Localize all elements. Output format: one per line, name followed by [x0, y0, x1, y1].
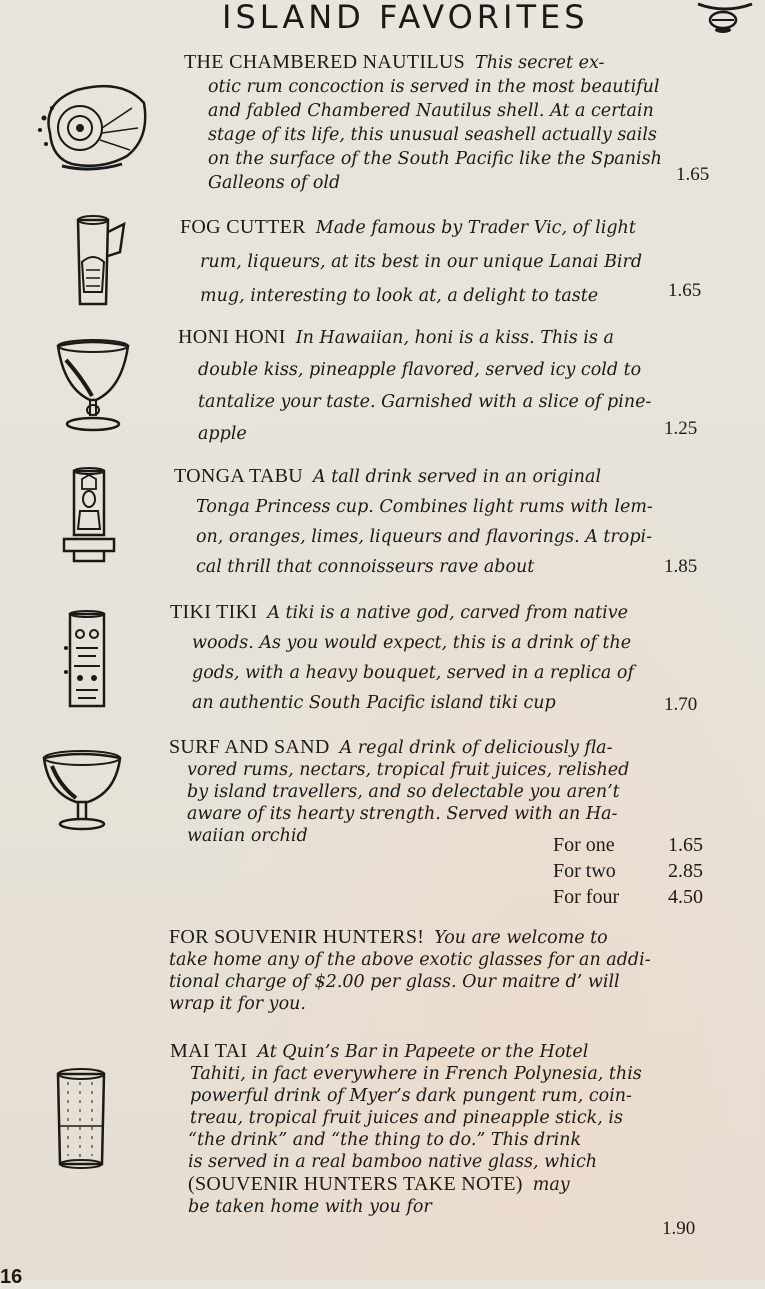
item-desc-line: is served in a real bamboo native glass, which: [188, 1152, 598, 1172]
menu-item-chambered-nautilus: [184, 50, 724, 195]
goblet-icon: [52, 338, 134, 434]
item-name: TONGA TABU: [174, 465, 304, 487]
item-desc-line: stage of its life, this unusual seashell actually sails: [208, 125, 657, 145]
item-desc-line: wrap it for you.: [169, 994, 306, 1014]
item-price: 1.65: [668, 280, 702, 301]
item-desc-line: cal thrill that connoisseurs rave about: [196, 557, 535, 577]
item-desc-line: and fabled Chambered Nautilus shell. At a certain: [208, 101, 654, 121]
item-desc-line: This secret ex-: [475, 53, 605, 73]
item-name: MAI TAI: [170, 1040, 248, 1062]
item-price: 1.90: [662, 1218, 696, 1239]
size-row: [553, 884, 703, 910]
item-name: FOG CUTTER: [180, 216, 306, 238]
page-title: ISLAND FAVORITES: [222, 0, 589, 36]
tiki-cup-icon: [62, 608, 112, 712]
item-desc-line: “the drink” and “the thing to do.” This drink: [188, 1130, 582, 1150]
item-name: HONI HONI: [178, 326, 286, 348]
item-desc-line: tional charge of $2.00 per glass. Our maitre d’ will: [169, 972, 620, 992]
item-price: 1.25: [664, 418, 698, 439]
item-desc-line: Tahiti, in fact everywhere in French Polynesia, this: [190, 1064, 642, 1084]
item-price: 1.70: [664, 694, 698, 715]
item-desc-line: rum, liqueurs, at its best in our unique Lanai Bird: [200, 252, 643, 272]
item-desc-line: on, oranges, limes, liqueurs and flavorings. A tropi-: [196, 527, 653, 547]
item-name: SURF AND SAND: [169, 736, 330, 758]
item-desc-line: vored rums, nectars, tropical fruit juices, relished: [187, 760, 630, 780]
item-desc-line: In Hawaiian, honi is a kiss. This is a: [295, 328, 614, 348]
item-desc-line: be taken home with you for: [188, 1197, 432, 1217]
menu-item-tonga-tabu: [174, 461, 714, 582]
bamboo-glass-icon: [52, 1066, 110, 1170]
tonga-princess-cup-icon: [60, 465, 120, 570]
size-label: For four: [553, 886, 620, 908]
menu-item-fog-cutter: [180, 210, 720, 313]
serving-sizes: [553, 832, 703, 910]
item-desc-line: A regal drink of deliciously fla-: [339, 738, 613, 758]
item-desc-line: an authentic South Pacific island tiki cup: [192, 693, 556, 713]
menu-item-honi-honi: [178, 322, 718, 450]
bowl-glass-icon: [40, 748, 124, 834]
item-name: THE CHAMBERED NAUTILUS: [184, 51, 466, 73]
item-desc-line: by island travellers, and so delectable you aren’t: [187, 782, 620, 802]
item-desc-line: treau, tropical fruit juices and pineapple stick, is: [190, 1108, 623, 1128]
tiki-head-icon: [690, 0, 765, 40]
nautilus-shell-icon: [32, 78, 152, 173]
page-number: 16: [0, 1266, 23, 1288]
item-desc-line: Tonga Princess cup. Combines light rums with lem-: [196, 497, 653, 517]
item-price: 1.85: [664, 556, 698, 577]
item-desc-line: A tiki is a native god, carved from native: [267, 603, 628, 623]
item-desc-line: mug, interesting to look at, a delight to taste: [200, 286, 599, 306]
item-desc-line: waiian orchid: [187, 826, 308, 846]
item-desc-line: Galleons of old: [208, 173, 341, 193]
item-desc-line: tantalize your taste. Garnished with a slice of pine-: [198, 392, 652, 412]
menu-item-mai-tai: [170, 1040, 720, 1218]
size-row: [553, 832, 703, 858]
lanai-bird-mug-icon: [68, 212, 128, 310]
size-label: For one: [553, 834, 615, 856]
menu-item-tiki-tiki: [170, 597, 710, 718]
size-label: For two: [553, 860, 616, 882]
item-desc-line: may: [532, 1175, 570, 1195]
item-desc-line: woods. As you would expect, this is a drink of the: [192, 633, 632, 653]
item-desc-line: Made famous by Trader Vic, of light: [315, 218, 636, 238]
item-desc-line: At Quin’s Bar in Papeete or the Hotel: [257, 1042, 589, 1062]
item-desc-line: You are welcome to: [434, 928, 608, 948]
souvenir-hunters-note: [169, 926, 719, 1015]
size-price: 1.65: [668, 834, 703, 856]
size-row: [553, 858, 703, 884]
item-desc-line: on the surface of the South Pacific like the Spanish: [208, 149, 662, 169]
souvenir-note-caps: (SOUVENIR HUNTERS TAKE NOTE): [188, 1173, 523, 1195]
item-price: 1.65: [676, 164, 710, 185]
item-name: FOR SOUVENIR HUNTERS!: [169, 926, 425, 948]
item-desc-line: otic rum concoction is served in the most beautiful: [208, 77, 660, 97]
size-price: 4.50: [668, 886, 703, 908]
item-desc-line: take home any of the above exotic glasses for an addi-: [169, 950, 651, 970]
item-desc-line: powerful drink of Myer’s dark pungent rum, coin-: [190, 1086, 632, 1106]
menu-item-surf-and-sand: [169, 736, 719, 847]
item-desc-line: A tall drink served in an original: [313, 467, 602, 487]
item-desc-line: double kiss, pineapple flavored, served icy cold to: [198, 360, 642, 380]
size-price: 2.85: [668, 860, 703, 882]
item-desc-line: gods, with a heavy bouquet, served in a replica of: [192, 663, 634, 683]
item-desc-line: apple: [198, 424, 247, 444]
item-desc-line: aware of its hearty strength. Served with an Ha-: [187, 804, 618, 824]
item-name: TIKI TIKI: [170, 601, 258, 623]
